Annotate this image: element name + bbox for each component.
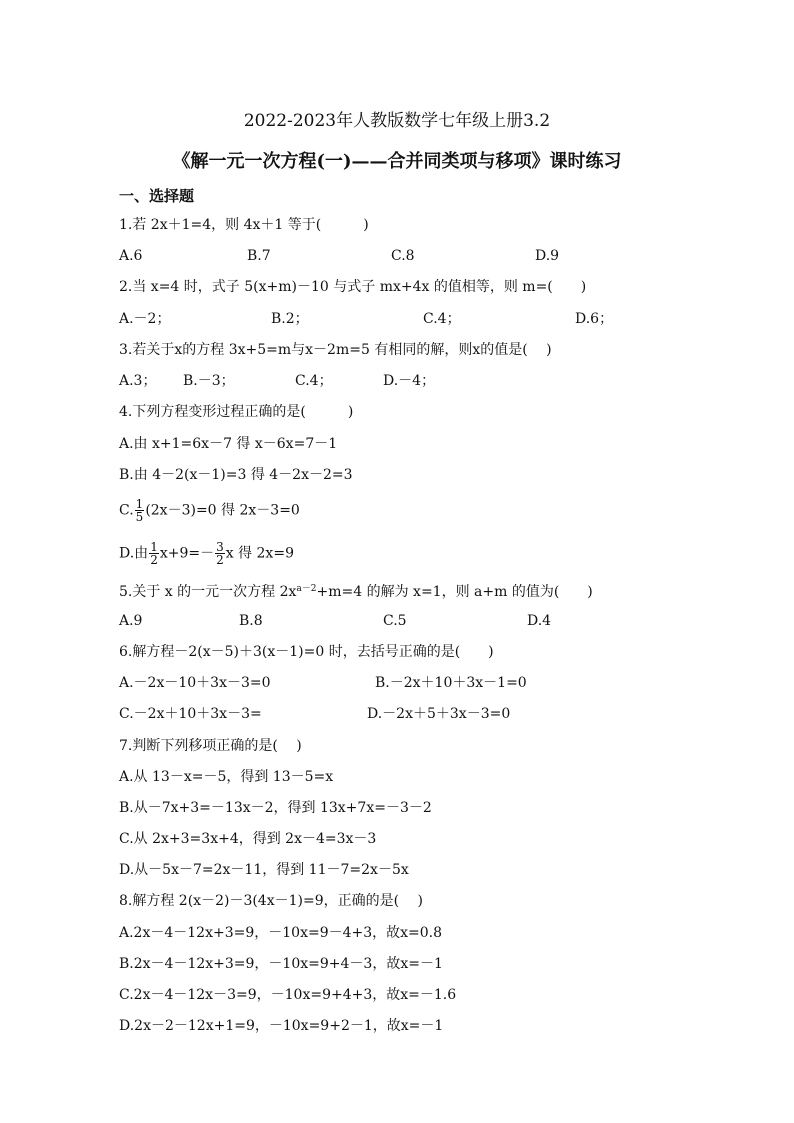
- question-4-option-c-prefix: C.: [119, 502, 134, 519]
- question-6-option-d: D.－2x＋5＋3x－3=0: [367, 706, 511, 722]
- question-7-option-a: A.从 13－x=－5，得到 13－5=x: [119, 769, 334, 785]
- question-1-stem: 1.若 2x＋1=4，则 4x＋1 等于( ): [119, 217, 369, 233]
- question-1-option-d: D.9: [535, 248, 560, 264]
- fraction-denominator: 2: [150, 553, 158, 567]
- question-6-stem: 6.解方程－2(x－5)＋3(x－1)=0 时，去括号正确的是( ): [119, 644, 494, 660]
- fraction-one-fifth: [135, 498, 145, 523]
- question-5-exponent: a－2: [296, 584, 317, 594]
- question-4-stem: 4.下列方程变形过程正确的是( ): [119, 404, 354, 420]
- question-4-option-c-rest: (2x－3)=0 得 2x－3=0: [145, 502, 300, 519]
- question-2-option-a: A.－2；: [119, 311, 171, 327]
- question-5-option-d: D.4: [527, 613, 552, 629]
- section-heading: 一、选择题: [119, 187, 195, 205]
- fraction-one-half: [149, 541, 159, 566]
- question-3-option-d: D.－4；: [383, 373, 436, 389]
- question-7-option-d: D.从－5x－7=2x－11，得到 11－7=2x－5x: [119, 862, 409, 878]
- question-8-stem: 8.解方程 2(x－2)－3(4x－1)=9，正确的是( ): [119, 893, 423, 909]
- question-6-option-c: C.－2x＋10＋3x－3=: [119, 706, 262, 722]
- question-5-stem-start: 5.关于 x 的一元一次方程 2x: [119, 584, 297, 600]
- question-5-stem-end: +m=4 的解为 x=1，则 a+m 的值为( ): [316, 584, 593, 600]
- fraction-numerator: 1: [150, 540, 158, 554]
- question-3-stem: 3.若关于x的方程 3x+5=m与x－2m=5 有相同的解，则x的值是( ): [119, 342, 552, 358]
- question-8-option-a: A.2x－4－12x+3=9，－10x=9－4+3，故x=0.8: [119, 925, 443, 941]
- question-7-option-c: C.从 2x+3=3x+4，得到 2x－4=3x－3: [119, 831, 377, 847]
- question-8-option-c: C.2x－4－12x－3=9，－10x=9+4+3，故x=－1.6: [119, 987, 457, 1003]
- question-4-option-d-prefix: D.由: [119, 545, 149, 562]
- document-title-line1: 2022-2023年人教版数学七年级上册3.2: [243, 111, 551, 131]
- fraction-three-halves: [215, 541, 225, 566]
- question-2-option-d: D.6；: [575, 311, 614, 327]
- question-4-option-a: A.由 x+1=6x－7 得 x－6x=7－1: [119, 436, 338, 452]
- question-1-option-a: A.6: [119, 248, 143, 264]
- fraction-denominator: 5: [135, 510, 144, 524]
- question-5-option-c: C.5: [383, 613, 407, 629]
- question-2-option-c: C.4；: [423, 311, 461, 327]
- question-7-stem: 7.判断下列移项正确的是( ): [119, 738, 302, 754]
- question-4-option-c: [119, 498, 300, 523]
- question-4-option-d-mid: x+9=－: [159, 545, 215, 562]
- question-7-option-b: B.从－7x+3=－13x－2，得到 13x+7x=－3－2: [119, 800, 432, 816]
- question-1-option-b: B.7: [247, 248, 271, 264]
- question-5-option-b: B.8: [239, 613, 263, 629]
- question-4-option-d-rest: x 得 2x=9: [225, 545, 294, 562]
- question-3-option-a: A.3；: [119, 373, 157, 389]
- question-1-option-c: C.8: [391, 248, 415, 264]
- fraction-numerator: 1: [135, 497, 144, 511]
- document-title-line2: 《解一元一次方程(一)——合并同类项与移项》课时练习: [172, 151, 622, 172]
- question-4-option-b: B.由 4－2(x－1)=3 得 4－2x－2=3: [119, 467, 353, 483]
- question-5-option-a: A.9: [119, 613, 143, 629]
- question-2-stem: 2.当 x=4 时，式子 5(x+m)－10 与式子 mx+4x 的值相等，则 m=( ): [119, 279, 587, 295]
- question-6-option-a: A.－2x－10＋3x－3=0: [119, 675, 271, 691]
- question-8-option-d: D.2x－2－12x+1=9，－10x=9+2－1，故x=－1: [119, 1018, 444, 1034]
- question-8-option-b: B.2x－4－12x+3=9，－10x=9+4－3，故x=－1: [119, 956, 443, 972]
- fraction-numerator: 3: [216, 540, 224, 554]
- fraction-denominator: 2: [216, 553, 224, 567]
- question-6-option-b: B.－2x＋10＋3x－1=0: [375, 675, 527, 691]
- question-5-stem: [119, 580, 593, 601]
- question-3-option-b: B.－3；: [183, 373, 235, 389]
- question-3-option-c: C.4；: [295, 373, 333, 389]
- question-4-option-d: [119, 541, 294, 566]
- question-2-option-b: B.2；: [271, 311, 309, 327]
